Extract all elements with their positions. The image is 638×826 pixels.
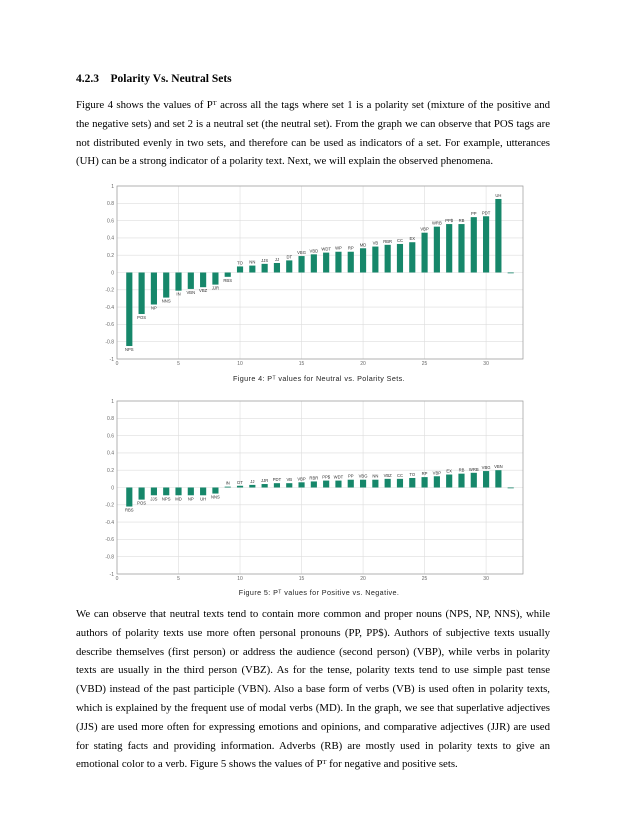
bar: [212, 488, 218, 494]
bar-label: JJ: [250, 478, 255, 484]
section-number: 4.2.3: [76, 73, 99, 85]
bar: [151, 488, 157, 496]
y-tick-label: -1: [109, 571, 114, 578]
bar: [409, 242, 415, 272]
bar: [286, 260, 292, 272]
bar: [446, 224, 452, 272]
bar-label: VBZ: [199, 288, 208, 294]
bar: [348, 252, 354, 273]
bar: [397, 479, 403, 488]
bar: [458, 474, 464, 488]
y-tick-label: 0.2: [107, 253, 114, 259]
bar-label: JJR: [261, 478, 269, 484]
figure-5-chart: [95, 396, 535, 581]
y-tick-label: -0.4: [105, 304, 114, 311]
bar: [335, 481, 341, 488]
bar-label: RBS: [223, 277, 233, 283]
bar: [311, 481, 317, 487]
y-tick-label: 0.8: [107, 201, 114, 208]
bar: [237, 266, 243, 272]
bar: [422, 477, 428, 487]
bar-label: TO: [237, 260, 243, 266]
y-tick-label: 0.4: [107, 450, 114, 457]
bar-label: VB: [286, 477, 293, 483]
bar-label: VBG: [358, 473, 368, 479]
y-tick-label: -0.2: [105, 502, 114, 509]
y-tick-label: -0.4: [105, 519, 114, 526]
bar: [409, 478, 415, 488]
x-tick-label: 15: [298, 576, 305, 581]
bar-label: RBR: [383, 238, 393, 244]
bar: [360, 480, 366, 488]
y-tick-label: 0: [111, 270, 114, 277]
bar-label: MD: [175, 496, 182, 502]
bar-label: VBP: [432, 470, 442, 476]
bar: [200, 273, 206, 288]
bar: [126, 273, 132, 347]
bar: [175, 273, 181, 291]
bar-label: RB: [458, 218, 465, 224]
bar: [151, 273, 157, 305]
y-tick-label: 0.8: [107, 416, 114, 423]
bar-label: JJS: [261, 257, 269, 263]
bar: [188, 273, 194, 289]
bar: [323, 481, 329, 488]
bar-label: POS: [137, 315, 147, 321]
bar: [249, 266, 255, 273]
y-tick-label: 1: [111, 183, 114, 190]
bar-label: PP$: [445, 218, 454, 224]
y-tick-label: 0.2: [107, 468, 114, 474]
y-tick-label: 0.6: [107, 433, 114, 440]
x-tick-label: 20: [360, 361, 366, 366]
x-tick-label: 30: [483, 576, 489, 581]
bar-label: PDT: [272, 477, 282, 483]
bar: [434, 476, 440, 487]
bar-label: POS: [137, 500, 147, 506]
bar-label: VBP: [420, 226, 429, 232]
bar: [397, 244, 403, 273]
section-heading: [76, 73, 232, 85]
x-tick-label: 15: [298, 361, 305, 366]
bar: [323, 253, 329, 273]
x-tick-label: 0: [115, 361, 119, 366]
bar-label: PP$: [322, 474, 331, 480]
bar: [188, 488, 194, 496]
y-tick-label: -1: [109, 356, 114, 363]
bar: [335, 252, 341, 273]
bar: [175, 488, 181, 496]
bar-label: DT: [286, 254, 293, 260]
bar: [163, 273, 169, 298]
bar: [139, 273, 145, 315]
section-title: Polarity Vs. Neutral Sets: [110, 73, 232, 85]
bar: [471, 217, 477, 272]
bar: [348, 480, 354, 488]
bar-label: VBG: [297, 250, 306, 256]
bar-label: NPS: [124, 347, 134, 353]
bar: [508, 273, 514, 274]
figure-4-caption: Figure 4: Pᵀ values for Neutral vs. Polarity Sets.: [232, 374, 406, 383]
bar-label: MD: [359, 242, 367, 248]
bar-label: EX: [446, 468, 452, 474]
bar-label: IN: [225, 480, 230, 486]
bar-label: VBZ: [383, 472, 392, 478]
x-tick-label: 10: [237, 361, 243, 366]
bar: [372, 247, 378, 273]
x-tick-label: 10: [237, 576, 243, 581]
bar: [385, 479, 391, 488]
bar-label: WDT: [321, 246, 331, 252]
bar: [200, 488, 206, 496]
y-tick-label: -0.2: [105, 287, 114, 294]
bar: [458, 224, 464, 272]
bar-label: RB: [458, 467, 465, 473]
figure-4-chart: [95, 181, 535, 366]
bar-label: VBP: [297, 476, 306, 482]
y-tick-label: 0: [111, 485, 114, 492]
bar-label: WP: [335, 245, 342, 251]
bar: [422, 233, 428, 273]
x-tick-label: 5: [177, 576, 180, 581]
y-tick-label: -0.8: [105, 554, 114, 561]
bar-label: IN: [176, 291, 181, 297]
bar-label: VBG: [481, 465, 491, 471]
y-tick-label: 0.4: [107, 235, 114, 242]
x-tick-label: 30: [483, 361, 489, 366]
bar-label: TO: [409, 471, 416, 477]
bar: [385, 245, 391, 273]
bar-label: RBR: [309, 475, 319, 481]
bar-label: CC: [396, 237, 404, 243]
bar: [471, 473, 477, 488]
bar: [139, 488, 145, 500]
bar: [262, 264, 268, 273]
bar-label: JJS: [150, 496, 158, 502]
bar-label: VBN: [186, 289, 196, 295]
x-tick-label: 25: [421, 576, 428, 581]
bar: [225, 487, 231, 488]
bar: [274, 483, 280, 487]
bar-label: PP: [347, 473, 354, 479]
bar-label: VBN: [494, 464, 503, 470]
bar-label: WRB: [468, 466, 479, 472]
y-tick-label: -0.8: [105, 339, 114, 346]
x-tick-label: 25: [421, 361, 428, 366]
y-tick-label: 1: [111, 398, 114, 405]
bar: [372, 480, 378, 488]
x-tick-label: 0: [115, 576, 119, 581]
bar-label: NN: [372, 473, 379, 479]
bar: [446, 475, 452, 488]
figure-5-caption: Figure 5: Pᵀ values for Positive vs. Negative.: [238, 588, 400, 597]
bar-label: UH: [495, 192, 502, 198]
bar: [508, 488, 514, 489]
bar: [225, 273, 231, 277]
bar: [495, 470, 501, 487]
bar: [483, 471, 489, 487]
bar-label: EX: [409, 236, 416, 242]
bar-label: DT: [237, 479, 243, 485]
bar: [212, 273, 218, 285]
bar-label: JJ: [274, 256, 280, 262]
x-tick-label: 5: [177, 361, 180, 366]
x-tick-label: 20: [360, 576, 366, 581]
bar: [434, 227, 440, 273]
bar-label: PDT: [481, 210, 491, 216]
bar-label: NPS: [161, 496, 171, 502]
bar: [126, 488, 132, 507]
y-tick-label: -0.6: [105, 537, 114, 544]
bar-label: NN: [249, 259, 256, 265]
bar: [483, 216, 489, 272]
bar-label: NNS: [211, 494, 220, 500]
bar: [249, 485, 255, 488]
bar: [274, 263, 280, 273]
bar-label: NP: [150, 305, 157, 311]
bar-label: NNS: [161, 298, 171, 304]
bar: [311, 254, 317, 272]
bar: [495, 199, 501, 273]
bar-label: VB: [372, 240, 379, 246]
bar-label: RP: [347, 245, 354, 251]
bar: [286, 483, 292, 487]
bar: [298, 256, 304, 272]
bar-label: CC: [396, 472, 404, 478]
y-tick-label: -0.6: [105, 322, 114, 329]
bar: [237, 486, 243, 488]
bar-label: JJR: [211, 285, 220, 291]
bar-label: RBS: [124, 507, 134, 513]
bar-label: VBD: [309, 248, 319, 254]
bar-label: WRB: [431, 220, 442, 226]
bar: [298, 482, 304, 487]
bar: [360, 248, 366, 272]
bar: [262, 484, 268, 487]
bar-label: UH: [200, 496, 207, 502]
bar-label: NP: [187, 496, 194, 502]
bar-label: WDT: [333, 474, 344, 480]
bar-label: RP: [421, 471, 428, 477]
bar: [163, 488, 169, 496]
paragraph-2: We can observe that neutral texts tend to contain more common and proper nouns (NPS, NP, NNS), while authors of polarity texts use more often personal pronouns (PP, PP$). Authors of subjective texts usually describe themselves (first person) or address the audience (second person) (VBP), while verbs in polarity texts are usually in the third person (VBZ). As for the tense, polarity texts tend to use simple past tense (VBD) instead of the past participle (VBN). Also a base form of verbs (VB) is used often in polarity texts, which is explained by the frequent use of modal verbs (MD). In the graph, we see that superlative adjectives (JJS) are used more often for expressing emotions and opinions, and comparative adjectives (JJR) are used for stating facts and providing information. Adverbs (RB) are mostly used in polarity texts to give an emotional color to a verb. Figure 5 shows the values of Pᵀ for negative and positive sets.: [76, 608, 550, 771]
y-tick-label: 0.6: [107, 218, 114, 225]
bar-label: PP: [470, 211, 477, 217]
paragraph-1: Figure 4 shows the values of Pᵀ across all the tags where set 1 is a polarity set (mixture of the positive and the negative sets) and set 2 is a neutral set (the neutral set). From the graph we can observe that POS tags are not distributed evenly in two sets, and therefore can be used as indicators of a set. For example, utterances (UH) can be a strong indicator of a polarity text. Next, we will explain the observed phenomena.: [76, 99, 550, 168]
